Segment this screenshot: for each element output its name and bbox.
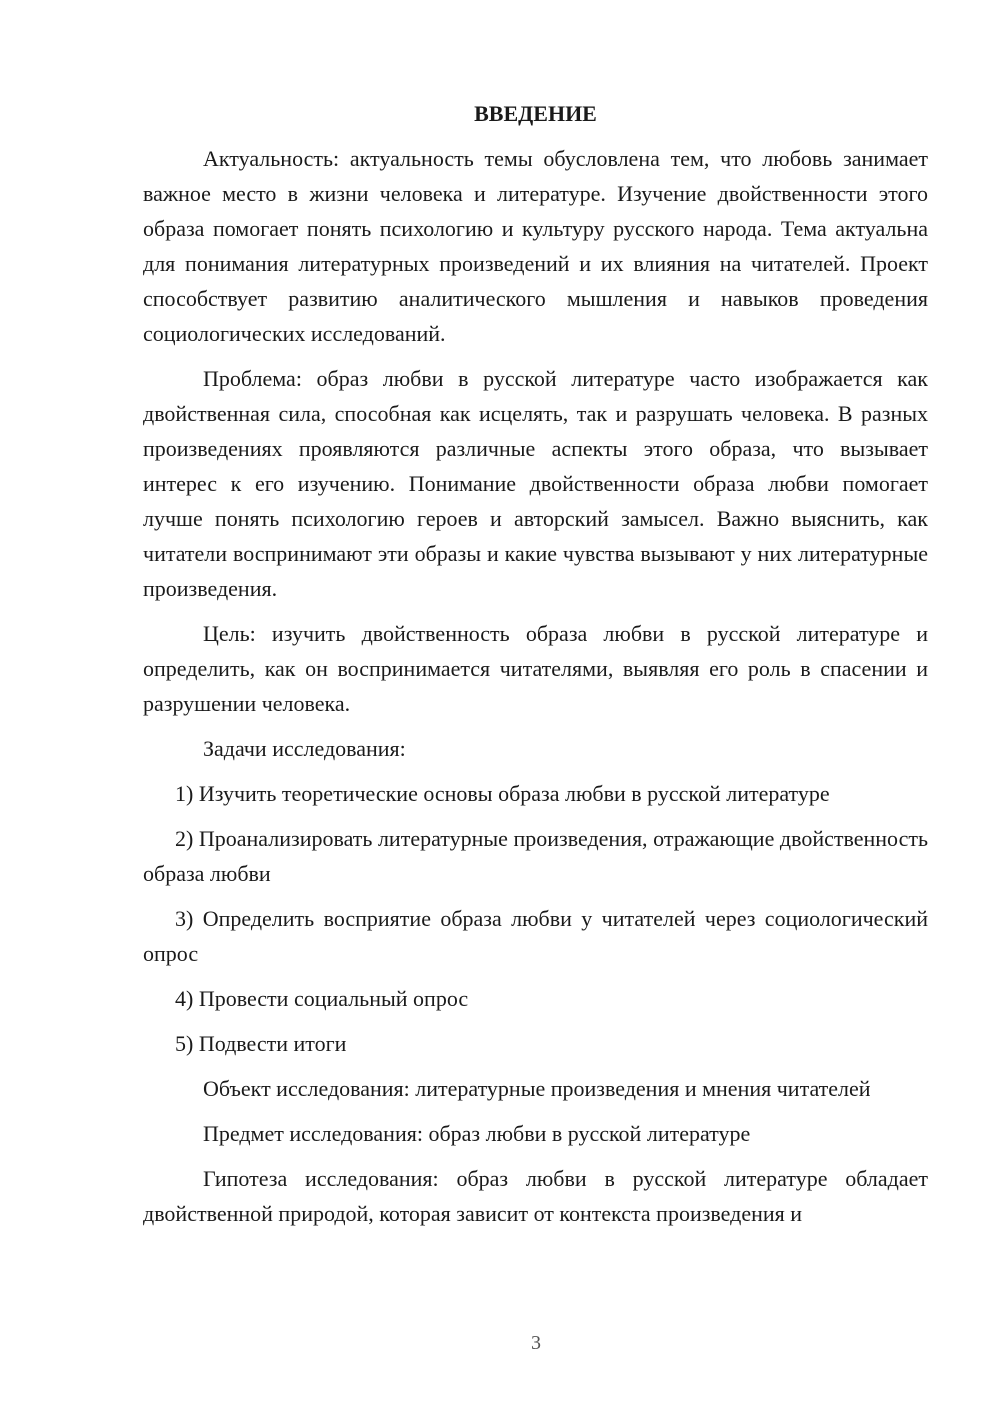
goal-paragraph: Цель: изучить двойственность образа любви в русской литературе и определить, как он воспринимается читателями, выявляя его роль в спасении и разрушении человека. xyxy=(143,621,928,716)
task-item-5: 5) Подвести итоги xyxy=(175,1031,347,1056)
object-paragraph: Объект исследования: литературные произведения и мнения читателей xyxy=(203,1076,871,1101)
relevance-paragraph: Актуальность: актуальность темы обусловлена тем, что любовь занимает важное место в жизни человека и литературе. Изучение двойственности этого образа помогает понять психологию и культуру русского народа. Тема актуальна для понимания литературных произведений и их влияния на читателей. Проект способствует развитию аналитического мышления и навыков проведения социологических исследований. xyxy=(143,146,928,346)
task-item-1: 1) Изучить теоретические основы образа любви в русской литературе xyxy=(175,781,830,806)
task-item-3: 3) Определить восприятие образа любви у читателей через социологический опрос xyxy=(143,906,928,966)
page-content xyxy=(143,96,928,1241)
subject-paragraph: Предмет исследования: образ любви в русской литературе xyxy=(203,1121,751,1146)
section-heading: ВВЕДЕНИЕ xyxy=(474,101,597,126)
task-item-4: 4) Провести социальный опрос xyxy=(175,986,469,1011)
task-item-2: 2) Проанализировать литературные произведения, отражающие двойственность образа любви xyxy=(143,826,928,886)
problem-paragraph: Проблема: образ любви в русской литературе часто изображается как двойственная сила, способная как исцелять, так и разрушать человека. В разных произведениях проявляются различные аспекты этого образа, что вызывает интерес к его изучению. Понимание двойственности образа любви помогает лучше понять психологию героев и авторский замысел. Важно выяснить, как читатели воспринимают эти образы и какие чувства вызывают у них литературные произведения. xyxy=(143,366,928,601)
hypothesis-paragraph: Гипотеза исследования: образ любви в русской литературе обладает двойственной природой, которая зависит от контекста произведения и xyxy=(143,1166,928,1226)
tasks-title: Задачи исследования: xyxy=(203,736,406,761)
page-number: 3 xyxy=(531,1332,541,1354)
